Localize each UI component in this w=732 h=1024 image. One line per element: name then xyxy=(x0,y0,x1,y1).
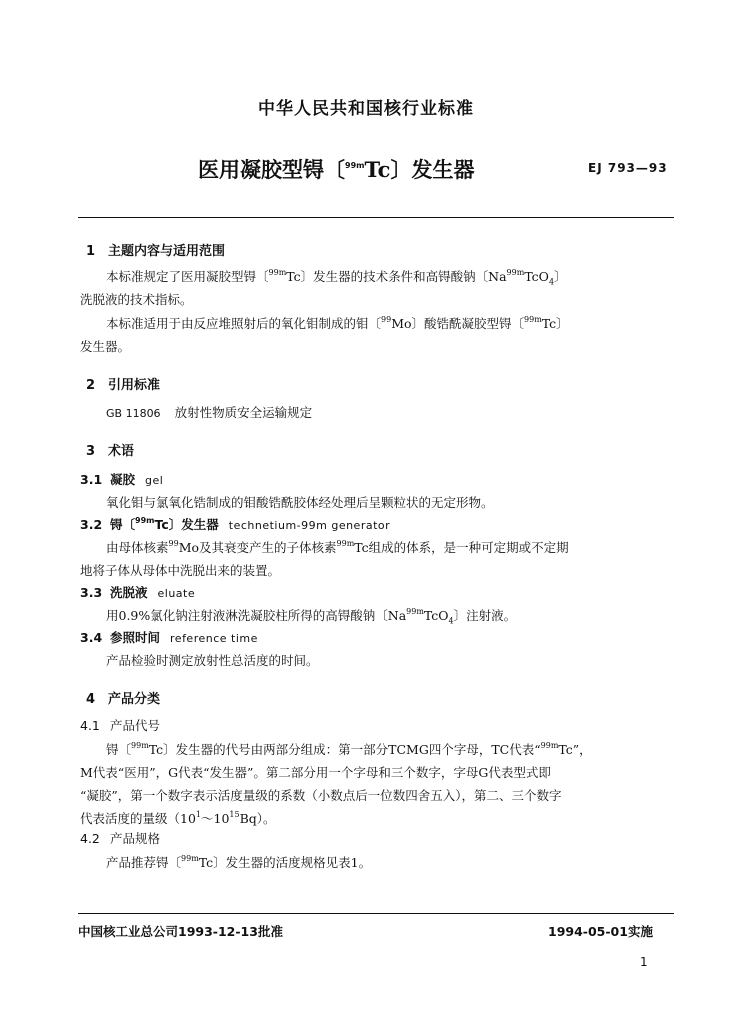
standard-organization: 中华人民共和国核行业标准 xyxy=(258,99,474,119)
effective-date: 1994-05-01实施 xyxy=(548,924,653,939)
term-3-3-heading: 3.3 洗脱液 eluate xyxy=(80,585,196,600)
page-number: 1 xyxy=(640,955,648,969)
section-title: 主题内容与适用范围 xyxy=(108,244,226,259)
term-3-2-definition-line2: 地将子体从母体中洗脱出来的装置。 xyxy=(80,563,281,578)
document-title xyxy=(198,154,474,184)
sec1-para1-line2: 洗脱液的技术指标。 xyxy=(80,292,193,307)
subsection-4-1-line1: 锝〔$^{99m}$Tc〕发生器的代号由两部分组成：第一部分TCMG四个字母，TC代表“$^{99m}$Tc”， xyxy=(106,740,592,757)
title-suffix: 〕发生器 xyxy=(390,158,475,182)
term-3-4-heading: 3.4 参照时间 reference time xyxy=(80,630,258,645)
normative-reference: GB 11806 放射性物质安全运输规定 xyxy=(106,405,313,420)
section-1-heading xyxy=(86,240,225,259)
subsection-4-1-heading: 4.1 产品代号 xyxy=(80,718,161,733)
term-3-1-definition: 氧化钼与氯氧化锆制成的钼酸锆酰胶体经处理后呈颗粒状的无定形物。 xyxy=(106,495,494,510)
term-3-2-heading: 3.2 锝〔$^{99m}$Tc〕发生器 technetium-99m generator xyxy=(80,515,391,532)
sec1-para2-line1: 本标准适用于由反应堆照射后的氧化钼制成的钼〔$^{99}$Mo〕酸锆酰凝胶型锝〔$^{99m}$Tc〕 xyxy=(106,314,569,331)
subsection-4-1-line2: M代表“医用”，G代表“发生器”。第二部分用一个字母和三个数字，字母G代表型式即 xyxy=(80,765,551,780)
term-3-1-heading: 3.1 凝胶 gel xyxy=(80,472,164,487)
header-rule xyxy=(78,217,674,218)
sec1-para1-line1: 本标准规定了医用凝胶型锝〔$^{99m}$Tc〕发生器的技术条件和高锝酸钠〔$Na^{99m}TcO_4$〕 xyxy=(106,267,567,287)
term-3-4-definition: 产品检验时测定放射性总活度的时间。 xyxy=(106,653,319,668)
sec1-para2-line2: 发生器。 xyxy=(80,339,131,354)
subsection-4-2-line1: 产品推荐锝〔$^{99m}$Tc〕发生器的活度规格见表1。 xyxy=(106,853,372,870)
term-3-3-definition: 用0.9%氯化钠注射液淋洗凝胶柱所得的高锝酸钠〔$Na^{99m}TcO_4$〕注射液。 xyxy=(106,606,517,626)
title-element: Tc xyxy=(364,157,391,182)
footer-rule xyxy=(78,913,674,914)
section-4-heading: 4 产品分类 xyxy=(86,692,161,707)
subsection-4-1-line4: 代表活度的量级$(10^1\sim 10^{15}Bq)$。 xyxy=(80,809,276,826)
section-number: 1 xyxy=(86,244,96,259)
title-prefix: 医用凝胶型锝〔 xyxy=(198,158,345,182)
approval-info: 中国核工业总公司1993-12-13批准 xyxy=(78,924,283,939)
title-isotope-mass: 99m xyxy=(345,161,365,170)
section-3-heading: 3 术语 xyxy=(86,444,135,459)
section-2-heading: 2 引用标准 xyxy=(86,378,161,393)
term-3-2-definition-line1: 由母体核素$^{99}$Mo及其衰变产生的子体核素$^{99m}$Tc组成的体系，是一种可定期或不定期 xyxy=(106,538,569,555)
standard-code: EJ 793—93 xyxy=(588,161,668,175)
subsection-4-2-heading: 4.2 产品规格 xyxy=(80,831,161,846)
subsection-4-1-line3: “凝胶”，第一个数字表示活度量级的系数（小数点后一位数四舍五入），第二、三个数字 xyxy=(80,788,562,803)
